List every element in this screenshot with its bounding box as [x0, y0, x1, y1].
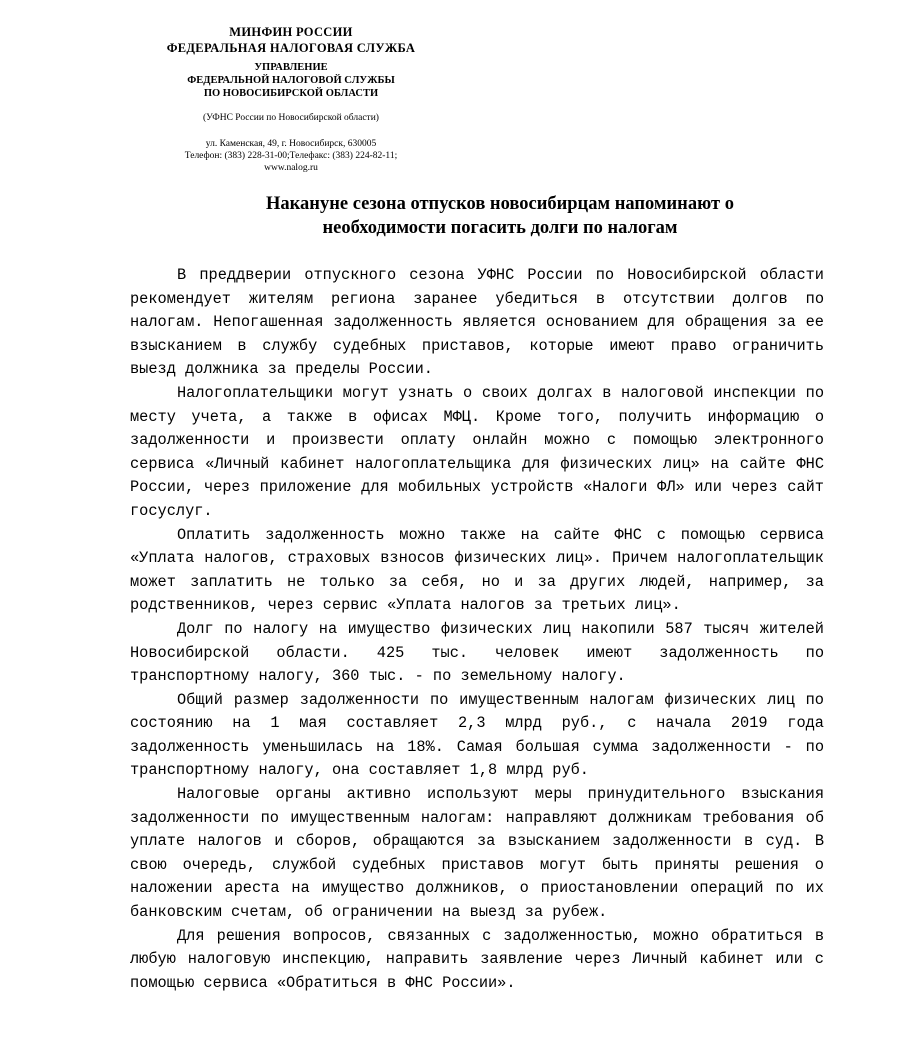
letterhead	[150, 24, 432, 174]
paragraph: Налогоплательщики могут узнать о своих долгах в налоговой инспекции по месту учета, а также в офисах МФЦ. Кроме того, получить информацию о задолженности и произвести оплату онлайн можно с помощью электронного сервиса «Личный кабинет налогоплательщика для физических лиц» на сайте ФНС России, через приложение для мобильных устройств «Налоги ФЛ» или через сайт госуслуг.	[130, 383, 824, 520]
article-body	[130, 264, 824, 995]
paragraph: Налоговые органы активно используют меры принудительного взыскания задолженности по имущественным налогам: направляют должникам требования об уплате налогов и сборов, обращаются за взысканием задолженности в суд. В свою очередь, службой судебных приставов могут быть приняты решения о наложении ареста на имущество должников, о приостановлении операций по их банковским счетам, об ограничении на выезд за рубеж.	[130, 785, 824, 922]
letterhead-department-line: ПО НОВОСИБИРСКОЙ ОБЛАСТИ	[203, 88, 379, 99]
letterhead-department-line: УПРАВЛЕНИЕ	[254, 62, 328, 73]
paragraph: Для решения вопросов, связанных с задолженностью, можно обратиться в любую налоговую инспекцию, направить заявление через Личный кабинет или с помощью сервиса «Обратиться в ФНС России».	[130, 926, 824, 992]
page-title	[200, 192, 800, 240]
page-title-line: Накануне сезона отпусков новосибирцам напоминают о	[266, 194, 734, 214]
page-title-line: необходимости погасить долги по налогам	[322, 218, 678, 238]
letterhead-phone: Телефон: (383) 228-31-00;Телефакс: (383) 224-82-11;	[184, 151, 398, 161]
letterhead-website: www.nalog.ru	[264, 163, 318, 173]
paragraph: Оплатить задолженность можно также на сайте ФНС с помощью сервиса «Уплата налогов, страховых взносов физических лиц». Причем налогоплательщик может заплатить не только за себя, но и за других людей, например, за родственников, через сервис «Уплата налогов за третьих лиц».	[130, 525, 824, 615]
paragraph: Общий размер задолженности по имущественным налогам физических лиц по состоянию на 1 мая составляет 2,3 млрд руб., с начала 2019 года задолженность уменьшилась на 18%. Самая большая сумма задолженности - по транспортному налогу, она составляет 1,8 млрд руб.	[130, 690, 824, 780]
letterhead-abbreviation: (УФНС России по Новосибирской области)	[203, 113, 379, 123]
letterhead-service: ФЕДЕРАЛЬНАЯ НАЛОГОВАЯ СЛУЖБА	[166, 41, 416, 55]
paragraph: В преддверии отпускного сезона УФНС России по Новосибирской области рекомендует жителям региона заранее убедиться в отсутствии долгов по налогам. Непогашенная задолженность является основанием для обращения за ее взысканием в службу судебных приставов, которые имеют право ограничить выезд должника за пределы России.	[130, 266, 824, 379]
letterhead-address: ул. Каменская, 49, г. Новосибирск, 630005	[205, 139, 377, 149]
paragraph: Долг по налогу на имущество физических лиц накопили 587 тысяч жителей Новосибирской области. 425 тыс. человек имеют задолженность по транспортному налогу, 360 тыс. - по земельному налогу.	[130, 619, 824, 686]
letterhead-department-line: ФЕДЕРАЛЬНОЙ НАЛОГОВОЙ СЛУЖБЫ	[187, 75, 395, 86]
letterhead-department	[150, 61, 432, 100]
letterhead-ministry: МИНФИН РОССИИ	[229, 25, 353, 39]
